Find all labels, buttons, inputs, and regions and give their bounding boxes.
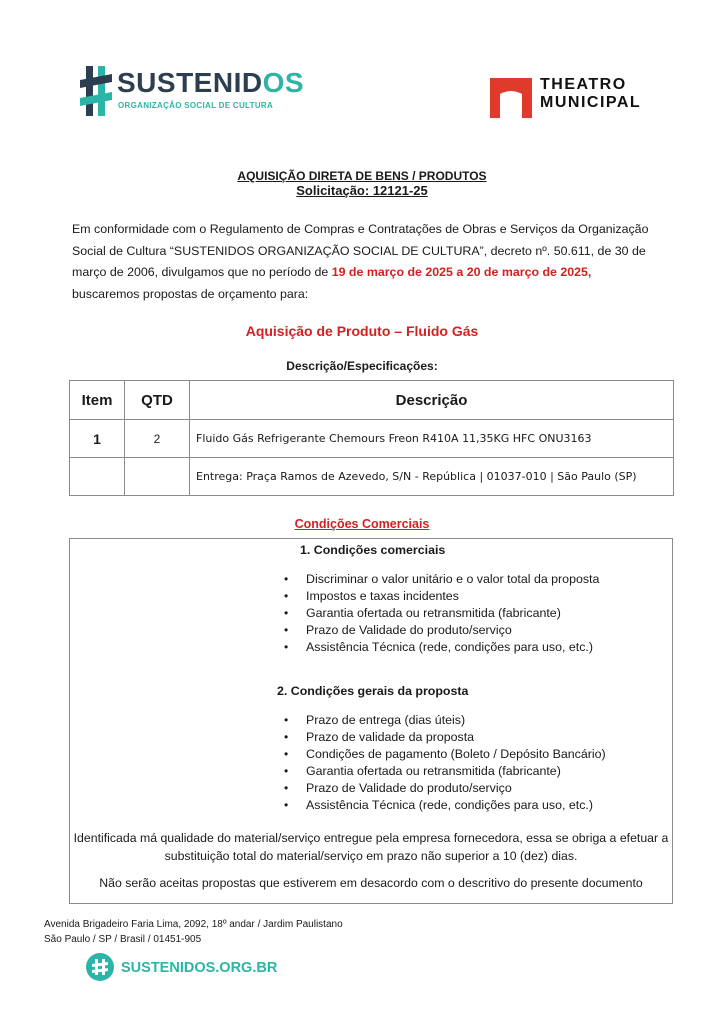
cell-qtd — [125, 458, 190, 496]
request-number: Solicitação: 12121-25 — [296, 183, 428, 198]
website-link[interactable]: SUSTENIDOS.ORG.BR — [121, 960, 278, 976]
section2-list — [284, 712, 606, 814]
list-item: • Assistência Técnica (rede, condições para uso, etc.) — [284, 797, 606, 814]
hash-circle-icon — [86, 953, 114, 981]
conditions-title: Condições Comerciais — [294, 517, 430, 531]
period-dates: 19 de março de 2025 a 20 de março de 2025, — [331, 265, 592, 279]
list-item: • Prazo de validade da proposta — [284, 729, 606, 746]
address-line1: Avenida Brigadeiro Faria Lima, 2092, 18º andar / Jardim Paulistano — [44, 919, 343, 930]
list-item: • Discriminar o valor unitário e o valor total da proposta — [284, 571, 599, 588]
table-row — [70, 458, 674, 496]
list-item: • Condições de pagamento (Boleto / Depósito Bancário) — [284, 746, 606, 763]
list-item: • Garantia ofertada ou retransmitida (fabricante) — [284, 605, 599, 622]
cell-item: 1 — [70, 420, 125, 458]
quality-note: Identificada má qualidade do material/serviço entregue pela empresa fornecedora, essa se obriga a efetuar a substituição total do material/serviço em prazo não superior a 10 (dez) dias. — [73, 831, 669, 863]
product-title: Aquisição de Produto – Fluido Gás — [245, 323, 479, 339]
address-line2: São Paulo / SP / Brasil / 01451-905 — [44, 934, 202, 945]
header-description: Descrição — [190, 381, 674, 420]
sustenidos-logo-text: SUSTENIDOS — [117, 67, 305, 98]
list-item: • Prazo de Validade do produto/serviço — [284, 780, 606, 797]
theatro-municipal-logo-text: THEATRO MUNICIPAL — [540, 76, 642, 111]
intro-paragraph: Em conformidade com o Regulamento de Compras e Contratações de Obras e Serviços da Organização Social de Cultura “SUSTENIDOS ORGANIZAÇÃO SOCIAL DE CULTURA”, decreto nº. 50.611, de 30 de março de 2006, divulgamos que no período de 19 de março de 2025 a 20 de março de 2025, buscaremos propostas de orçamento para: — [72, 222, 649, 301]
section1-list — [284, 571, 599, 656]
table-row — [70, 420, 674, 458]
section2-heading: 2. Condições gerais da proposta — [277, 684, 469, 698]
cell-item — [70, 458, 125, 496]
cell-delivery: Entrega: Praça Ramos de Azevedo, S/N - República | 01037-010 | São Paulo (SP) — [190, 458, 674, 496]
specifications-title: Descrição/Especificações: — [286, 359, 438, 373]
list-item: • Assistência Técnica (rede, condições para uso, etc.) — [284, 639, 599, 656]
cell-description: Fluido Gás Refrigerante Chemours Freon R410A 11,35KG HFC ONU3163 — [190, 420, 674, 458]
list-item: • Prazo de Validade do produto/serviço — [284, 622, 599, 639]
theatro-arch-icon — [490, 74, 532, 118]
header-qtd: QTD — [125, 381, 190, 420]
sustenidos-logo-subtitle: ORGANIZAÇÃO SOCIAL DE CULTURA — [118, 101, 274, 110]
document-title: AQUISIÇÃO DIRETA DE BENS / PRODUTOS — [237, 169, 487, 183]
disagreement-note: Não serão aceitas propostas que estiverem em desacordo com o descritivo do presente documento — [99, 876, 643, 890]
cell-qtd: 2 — [125, 420, 190, 458]
list-item: • Garantia ofertada ou retransmitida (fabricante) — [284, 763, 606, 780]
list-item: • Impostos e taxas incidentes — [284, 588, 599, 605]
header-item: Item — [70, 381, 125, 420]
items-table — [69, 380, 674, 496]
section1-heading: 1. Condições comerciais — [300, 543, 446, 557]
list-item: • Prazo de entrega (dias úteis) — [284, 712, 606, 729]
hash-icon — [80, 64, 112, 118]
table-header-row — [70, 381, 674, 420]
